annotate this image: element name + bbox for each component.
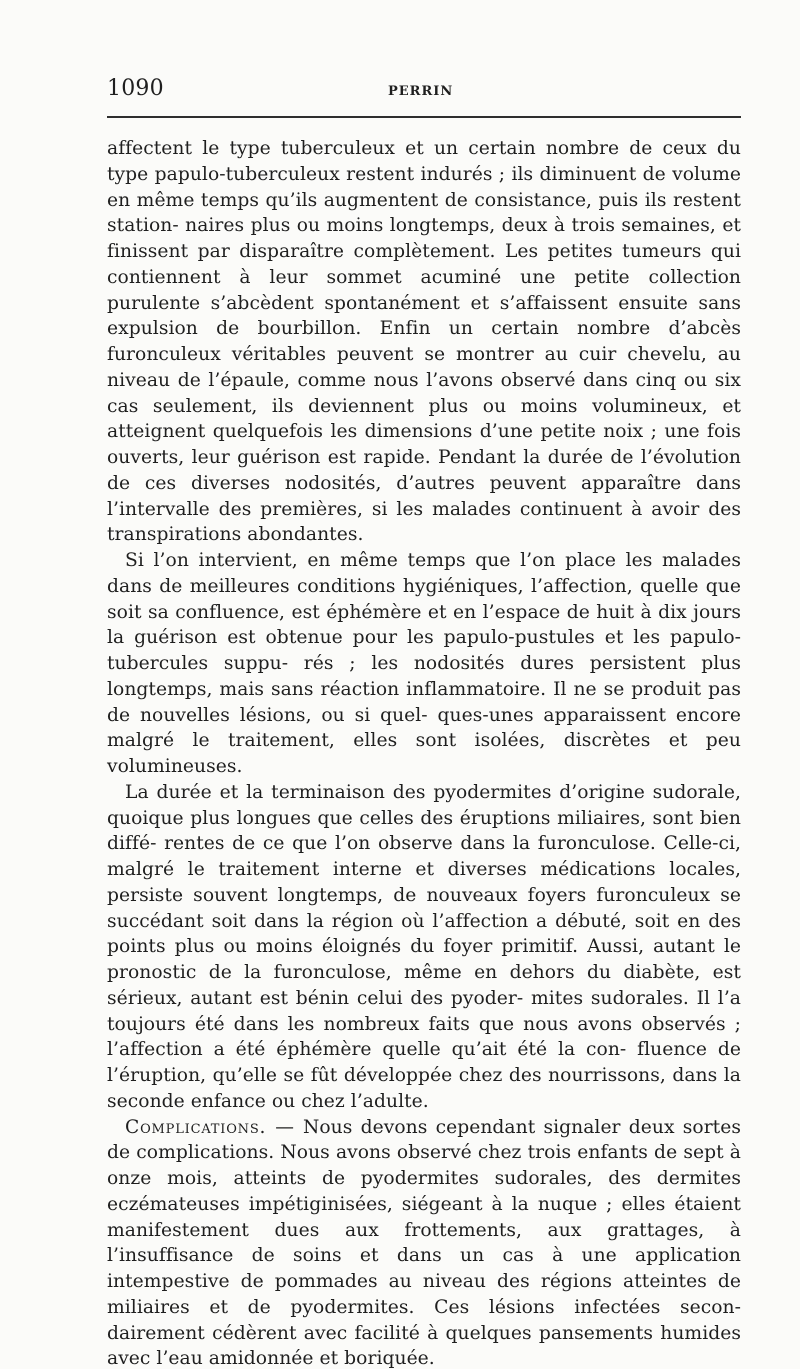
section-lead: Complications. — bbox=[125, 1117, 295, 1138]
paragraph-1: affectent le type tuberculeux et un certain nombre de ceux du type papulo-tuberculeux restent indurés ; ils diminuent de volume en même temps qu’ils augmentent de consistance, puis ils restent station- naires plus ou moins longtemps, deux à trois semaines, et finissent par disparaître complètement. Les petites tumeurs qui contiennent à leur sommet acuminé une petite collection purulente s’abcèdent spontanément et s’affaissent ensuite sans expulsion de bourbillon. Enfin un certain nombre d’abcès furonculeux véritables peuvent se montrer au cuir chevelu, au niveau de l’épaule, comme nous l’avons observé dans cinq ou six cas seulement, ils deviennent plus ou moins volumineux, et atteignent quelquefois les dimensions d’une petite noix ; une fois ouverts, leur guérison est rapide. Pendant la durée de l’évolution de ces diverses nodosités, d’autres peuvent apparaître dans l’intervalle des premières, si les malades continuent à avoir des transpirations abondantes. bbox=[107, 136, 741, 548]
paragraph-3: La durée et la terminaison des pyodermites d’origine sudorale, quoique plus longues que celles des éruptions miliaires, sont bien diffé- rentes de ce que l’on observe dans la furonculose. Celle-ci, malgré le traitement interne et diverses médications locales, persiste souvent longtemps, de nouveaux foyers furonculeux se succédant soit dans la région où l’affection a débuté, soit en des points plus ou moins éloignés du foyer primitif. Aussi, autant le pronostic de la furonculose, même en dehors du diabète, est sérieux, autant est bénin celui des pyoder- mites sudorales. Il l’a toujours été dans les nombreux faits que nous avons observés ; l’affection a été éphémère quelle qu’ait été la con- fluence de l’éruption, qu’elle se fût développée chez des nourrissons, dans la seconde enfance ou chez l’adulte. bbox=[107, 780, 741, 1115]
header-rule bbox=[107, 116, 741, 118]
paragraph-4-text: Nous devons cependant signaler deux sortes de complications. Nous avons observé chez trois enfants de sept à onze mois, atteints de pyodermites sudorales, des dermites eczémateuses impétiginisées, siégeant à la nuque ; elles étaient manifestement dues aux frottements, aux grattages, à l’insuffisance de soins et dans un cas à une application intempestive de pommades au niveau des régions atteintes de miliaires et de pyodermites. Ces lésions infectées secon- dairement cédèrent avec facilité à quelques pansements humides avec l’eau amidonnée et boriquée. bbox=[107, 1117, 741, 1370]
running-head: PERRIN bbox=[388, 84, 453, 99]
paragraph-2: Si l’on intervient, en même temps que l’on place les malades dans de meilleures conditions hygiéniques, l’affection, quelle que soit sa confluence, est éphémère et en l’espace de huit à dix jours la guérison est obtenue pour les papulo-pustules et les papulo-tubercules suppu- rés ; les nodosités dures persistent plus longtemps, mais sans réaction inflammatoire. Il ne se produit pas de nouvelles lésions, ou si quel- ques-unes apparaissent encore malgré le traitement, elles sont isolées, discrètes et peu volumineuses. bbox=[107, 548, 741, 780]
paragraph-4 bbox=[107, 1115, 741, 1372]
page-header bbox=[107, 76, 741, 108]
body-text bbox=[107, 136, 741, 1372]
page-number: 1090 bbox=[107, 76, 164, 101]
